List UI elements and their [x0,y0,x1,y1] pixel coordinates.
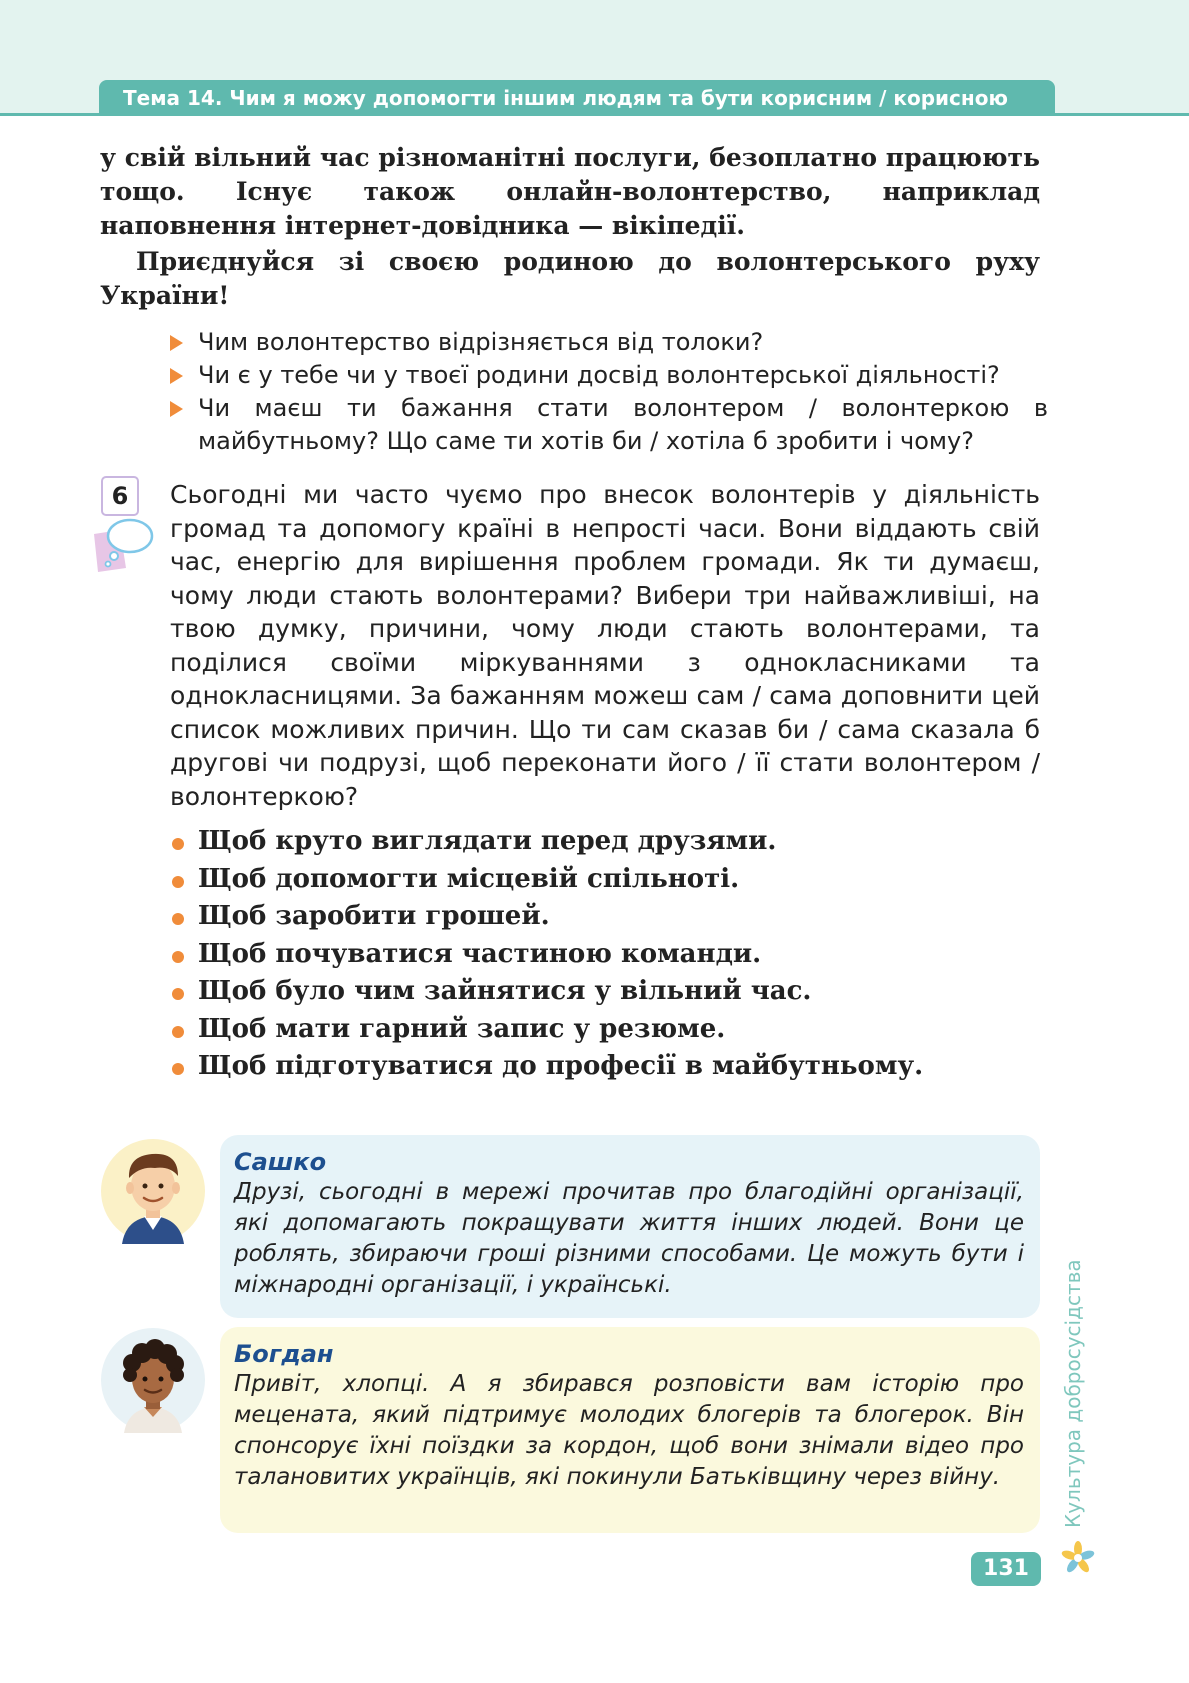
dot-bullet-icon [172,988,184,1000]
speaker-name: Сашко [234,1148,327,1176]
list-item: Чи є у тебе чи у твоєї родини досвід волонтерської діяльності? [168,359,1048,392]
chat-bubble-icon [92,514,156,572]
section-side-label: Культура добросусідства [1061,1259,1085,1528]
task-number: 6 [101,476,139,516]
list-item: Щоб заробити грошей. [170,898,1050,936]
dot-bullet-icon [172,876,184,888]
curly-boy-avatar-icon [100,1327,206,1433]
page-number: 131 [971,1552,1041,1586]
intro-paragraph-2: Приєднуйся зі своєю родиною до волонтерського руху України! [100,247,1040,310]
list-item: Щоб підготуватися до професії в майбутньому. [170,1048,1050,1086]
boy-avatar-icon [100,1138,206,1244]
list-item: Чи маєш ти бажання стати волонтером / волонтеркою в майбутньому? Що саме ти хотів би / хотіла б зробити і чому? [168,392,1048,458]
speech-bubble-sashko [220,1135,1040,1318]
speech-text: Друзі, сьогодні в мережі прочитав про благодійні організації, які допомагають покращувати життя інших людей. Вони це роблять, збираючи гроші різними способами. Це можуть бути і міжнародні організації, і українські. [234,1179,1024,1298]
dot-bullet-icon [172,1063,184,1075]
intro-paragraph-1: у свій вільний час різноманітні послуги, безоплатно працюють тощо. Існує також онлайн-волонтерство, наприклад наповнення інтернет-довідника — вікіпедії. [100,143,1040,240]
topic-header: Тема 14. Чим я можу допомогти іншим людям та бути корисним / корисною [99,80,1055,116]
triangle-bullet-icon [170,335,183,351]
dot-bullet-icon [172,951,184,963]
list-item: Щоб допомогти місцевій спільноті. [170,861,1050,899]
list-item: Щоб було чим зайнятися у вільний час. [170,973,1050,1011]
dot-bullet-icon [172,913,184,925]
task-text: Сьогодні ми часто чуємо про внесок волонтерів у діяльність громад та допомогу країні в непрості часи. Вони віддають свій час, енергію для вирішення проблем громади. Як ти думаєш, чому люди стають волонтерами? Вибери три найважливіші, на твою думку, причини, чому люди стають волонтерами, та поділися своїми міркуваннями з однокласниками та однокласницями. За бажанням можеш сам / сама доповнити цей список можливих причин. Що ти сам сказав би / сама сказала б другові чи подрузі, щоб переконати його / її стати волонтером / волонтеркою? [170,480,1040,811]
speaker-name: Богдан [234,1340,334,1368]
question-list [168,326,1048,458]
speech-text: Привіт, хлопці. А я збирався розповісти вам історію про мецената, який підтримує молодих блогерів та блогерок. Він спонсорує їхні поїздки за кордон, щоб вони знімали відео про талановитих українців, які покинули Батьківщину через війну. [234,1371,1024,1490]
reason-list [170,823,1050,1086]
triangle-bullet-icon [170,368,183,384]
list-item: Чим волонтерство відрізняється від толоки? [168,326,1048,359]
list-item: Щоб почуватися частиною команди. [170,936,1050,974]
list-item: Щоб круто виглядати перед друзями. [170,823,1050,861]
dot-bullet-icon [172,838,184,850]
flower-icon [1061,1541,1095,1575]
triangle-bullet-icon [170,401,183,417]
speech-bubble-bohdan [220,1327,1040,1533]
list-item: Щоб мати гарний запис у резюме. [170,1011,1050,1049]
dot-bullet-icon [172,1026,184,1038]
